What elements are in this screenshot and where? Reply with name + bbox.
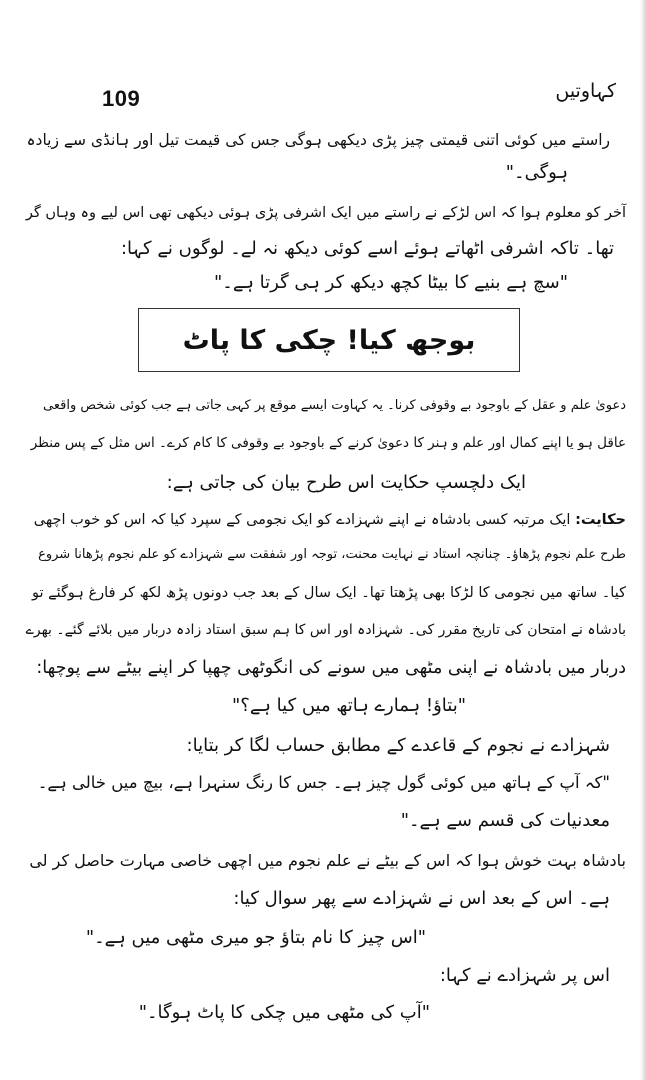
story-line-10: ہے۔ اس کے بعد اس نے شہزادے سے پھر سوال کیا: [233, 888, 610, 909]
story-line-2: کیا۔ ساتھ میں نجومی کا لڑکا بھی پڑھتا تھا۔ ایک سال کے بعد جب دونوں پڑھ لکھ کر فارغ ہوگئے تو [32, 585, 626, 601]
page-edge-shadow [640, 0, 646, 1080]
intro-line-3: آخر کو معلوم ہوا کہ اس لڑکے نے راستے میں ایک اشرفی پڑی ہوئی دیکھی تھی اس لیے وہ وہاں گر [25, 205, 626, 221]
meaning-line-1: دعویٰ علم و عقل کے باوجود بے وقوفی کرنا۔ یہ کہاوت ایسے موقع پر کہی جاتی ہے جب کوئی شخص واقعی [43, 398, 626, 413]
story-line-4: دربار میں بادشاہ نے اپنی مٹھی میں سونے کی انگوٹھی چھپا کر اپنے بیٹے سے پوچھا: [36, 658, 626, 678]
story-line-9: بادشاہ بہت خوش ہوا کہ اس کے بیٹے نے علم نجوم میں اچھی خاصی مہارت حاصل کر لی [29, 851, 626, 870]
intro-line-2: ہوگی۔" [505, 162, 568, 183]
section-title-box [138, 308, 520, 372]
story-line-8: معدنیات کی قسم سے ہے۔" [400, 810, 610, 831]
story-line-5: "بتاؤ! ہمارے ہاتھ میں کیا ہے؟" [232, 695, 466, 716]
story-first-line-text: ایک مرتبہ کسی بادشاہ نے اپنے شہزادے کو ایک نجومی کے سپرد کیا کہ اس کو خوب اچھی [33, 512, 571, 528]
meaning-line-3: ایک دلچسپ حکایت اس طرح بیان کی جاتی ہے: [166, 472, 526, 493]
running-head: کہاوتیں [555, 80, 616, 102]
story-line-11: "اس چیز کا نام بتاؤ جو میری مٹھی میں ہے۔" [85, 927, 426, 948]
story-label: حکایت: [575, 512, 626, 528]
story-line-12: اس پر شہزادے نے کہا: [439, 965, 610, 986]
story-line-3: بادشاہ نے امتحان کی تاریخ مقرر کی۔ شہزادہ اور اس کا ہم سبق استاد زادہ دربار میں بلائے گئے۔ بھرے [25, 622, 626, 638]
meaning-line-2: عاقل ہو یا اپنے کمال اور علم و ہنر کا دعویٰ کرنے کے باوجود بے وقوفی کا کام کرے۔ اس مثل کے پس منظر [30, 435, 626, 451]
story-first-line [34, 507, 626, 533]
page-number: 109 [102, 86, 141, 111]
intro-line-4: تھا۔ تاکہ اشرفی اٹھاتے ہوئے اسے کوئی دیکھ نہ لے۔ لوگوں نے کہا: [120, 238, 614, 259]
section-title: بوجھ کیا! چکی کا پاٹ [182, 324, 476, 356]
story-line-13: "آپ کی مٹھی میں چکی کا پاٹ ہوگا۔" [138, 1002, 430, 1023]
intro-line-1: راستے میں کوئی اتنی قیمتی چیز پڑی دیکھی ہوگی جس کی قیمت تیل اور ہانڈی سے زیادہ [26, 131, 610, 149]
intro-line-5: "سچ ہے بنیے کا بیٹا کچھ دیکھ کر ہی گرتا ہے۔" [214, 272, 568, 293]
story-line-7: "کہ آپ کے ہاتھ میں کوئی گول چیز ہے۔ جس کا رنگ سنہرا ہے، بیچ میں خالی ہے۔ [37, 773, 610, 792]
story-line-6: شہزادے نے نجوم کے قاعدے کے مطابق حساب لگا کر بتایا: [186, 735, 610, 756]
story-line-1: طرح علم نجوم پڑھاؤ۔ چنانچہ استاد نے نہایت محنت، توجہ اور شفقت سے شہزادے کو علم نجوم پڑھانا شروع [38, 547, 626, 562]
